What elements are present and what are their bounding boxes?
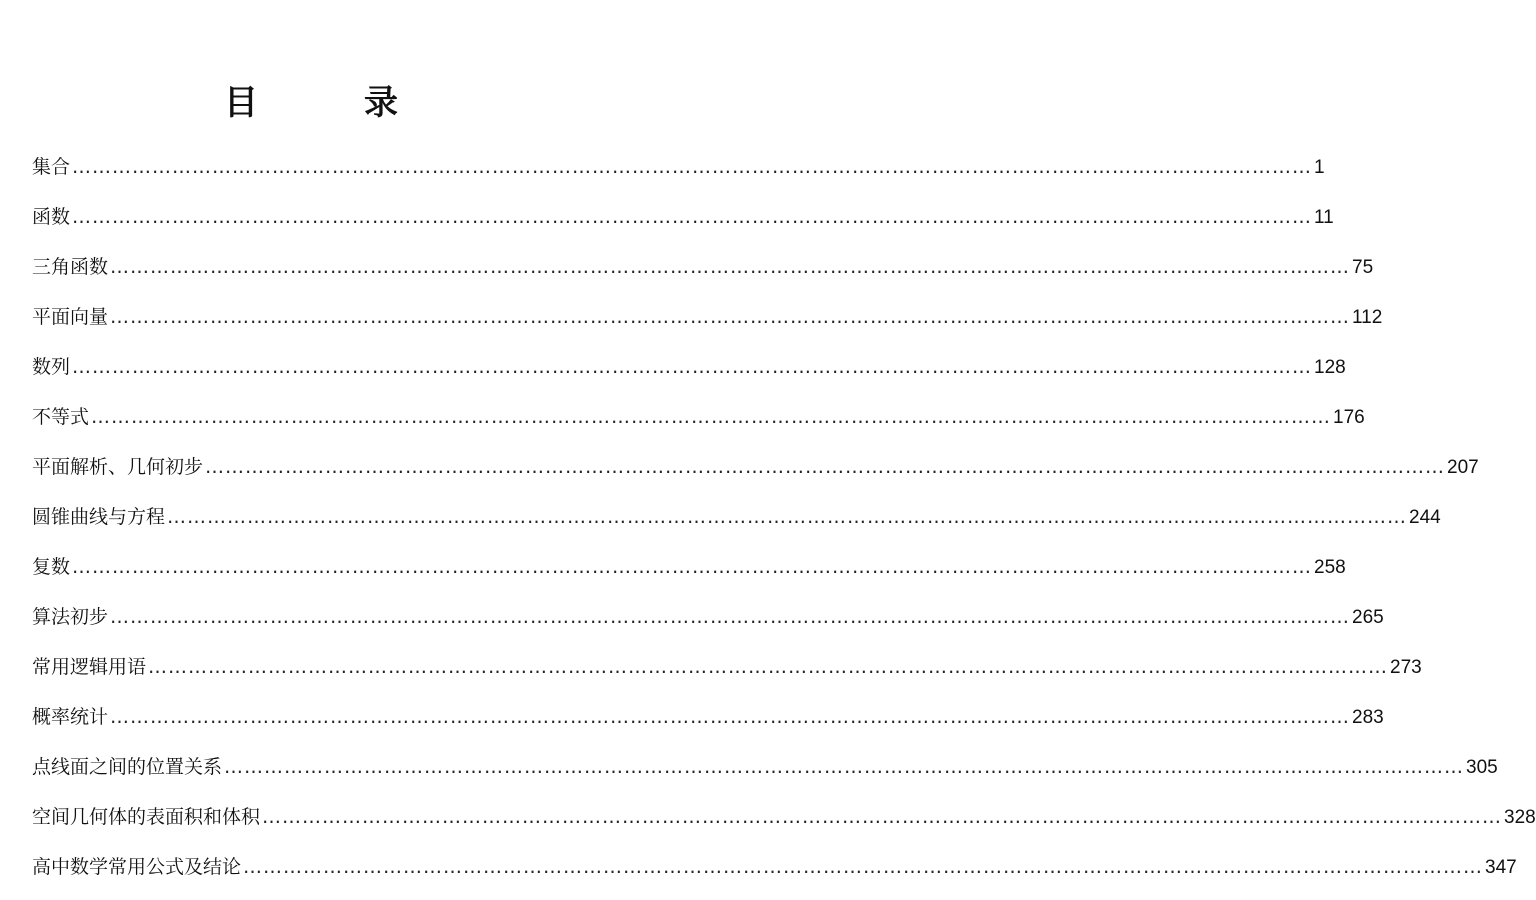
- toc-entry-label: 圆锥曲线与方程: [32, 506, 166, 528]
- toc-entry-label: 点线面之间的位置关系: [32, 756, 223, 778]
- toc-page-number: 283: [1352, 707, 1384, 728]
- toc-entry[interactable]: [32, 500, 1441, 550]
- toc-entry[interactable]: [32, 350, 1346, 400]
- dot-leader: ……………………………………………………………………………………………………………………………………………………………………: [72, 156, 1313, 178]
- toc-entry[interactable]: [32, 550, 1346, 600]
- dot-leader: ……………………………………………………………………………………………………………………………………………………………………: [205, 456, 1446, 478]
- toc-entry-label: 集合: [32, 156, 71, 178]
- toc-entry[interactable]: [32, 300, 1383, 350]
- toc-entry[interactable]: [32, 650, 1422, 700]
- toc-entry-label: 不等式: [32, 406, 90, 428]
- toc-entry-label: 平面解析、几何初步: [32, 456, 204, 478]
- toc-entry-label: 平面向量: [32, 306, 109, 328]
- dot-leader: ……………………………………………………………………………………………………………………………………………………………………: [72, 356, 1313, 378]
- dot-leader: ……………………………………………………………………………………………………………………………………………………………………: [91, 406, 1332, 428]
- toc-entry-label: 三角函数: [32, 256, 109, 278]
- toc-page-number: 258: [1314, 557, 1346, 578]
- dot-leader: ……………………………………………………………………………………………………………………………………………………………………: [224, 756, 1465, 778]
- toc-entry-label: 常用逻辑用语: [32, 656, 147, 678]
- toc-page-number: 112: [1352, 307, 1383, 328]
- toc-entry-label: 高中数学常用公式及结论: [32, 856, 242, 878]
- toc-entry[interactable]: [32, 750, 1498, 800]
- toc-page-number: 273: [1390, 657, 1422, 678]
- toc-page-number: 1: [1314, 157, 1325, 178]
- toc-page-number: 128: [1314, 357, 1346, 378]
- toc-entry-label: 空间几何体的表面积和体积: [32, 806, 261, 828]
- toc-entry[interactable]: [32, 200, 1334, 250]
- toc-page-number: 265: [1352, 607, 1384, 628]
- toc-entry[interactable]: [32, 700, 1384, 750]
- toc-entry[interactable]: [32, 150, 1325, 200]
- dot-leader: ……………………………………………………………………………………………………………………………………………………………………: [110, 306, 1351, 328]
- toc-entry-label: 概率统计: [32, 706, 109, 728]
- toc-page-number: 305: [1466, 757, 1498, 778]
- dot-leader: ……………………………………………………………………………………………………………………………………………………………………: [72, 206, 1313, 228]
- dot-leader: ……………………………………………………………………………………………………………………………………………………………………: [243, 856, 1484, 878]
- table-of-contents: [32, 150, 1536, 900]
- toc-page-number: 207: [1447, 457, 1479, 478]
- dot-leader: ……………………………………………………………………………………………………………………………………………………………………: [110, 706, 1351, 728]
- toc-entry[interactable]: [32, 850, 1517, 900]
- toc-page-number: 347: [1485, 857, 1517, 878]
- toc-page-number: 176: [1333, 407, 1365, 428]
- toc-entry-label: 函数: [32, 206, 71, 228]
- toc-page-number: 75: [1352, 257, 1374, 278]
- dot-leader: ……………………………………………………………………………………………………………………………………………………………………: [72, 556, 1313, 578]
- toc-entry-label: 数列: [32, 356, 71, 378]
- toc-entry[interactable]: [32, 400, 1365, 450]
- toc-entry-label: 算法初步: [32, 606, 109, 628]
- toc-entry[interactable]: [32, 450, 1479, 500]
- dot-leader: ……………………………………………………………………………………………………………………………………………………………………: [167, 506, 1408, 528]
- dot-leader: ……………………………………………………………………………………………………………………………………………………………………: [110, 256, 1351, 278]
- toc-page-number: 11: [1314, 207, 1334, 228]
- toc-entry[interactable]: [32, 250, 1374, 300]
- toc-page-number: 244: [1409, 507, 1441, 528]
- dot-leader: ……………………………………………………………………………………………………………………………………………………………………: [110, 606, 1351, 628]
- dot-leader: ……………………………………………………………………………………………………………………………………………………………………: [262, 806, 1503, 828]
- toc-entry[interactable]: [32, 600, 1384, 650]
- page-title: 目 录: [224, 82, 434, 123]
- dot-leader: ……………………………………………………………………………………………………………………………………………………………………: [148, 656, 1389, 678]
- toc-entry[interactable]: [32, 800, 1536, 850]
- toc-page-number: 328: [1504, 807, 1536, 828]
- toc-entry-label: 复数: [32, 556, 71, 578]
